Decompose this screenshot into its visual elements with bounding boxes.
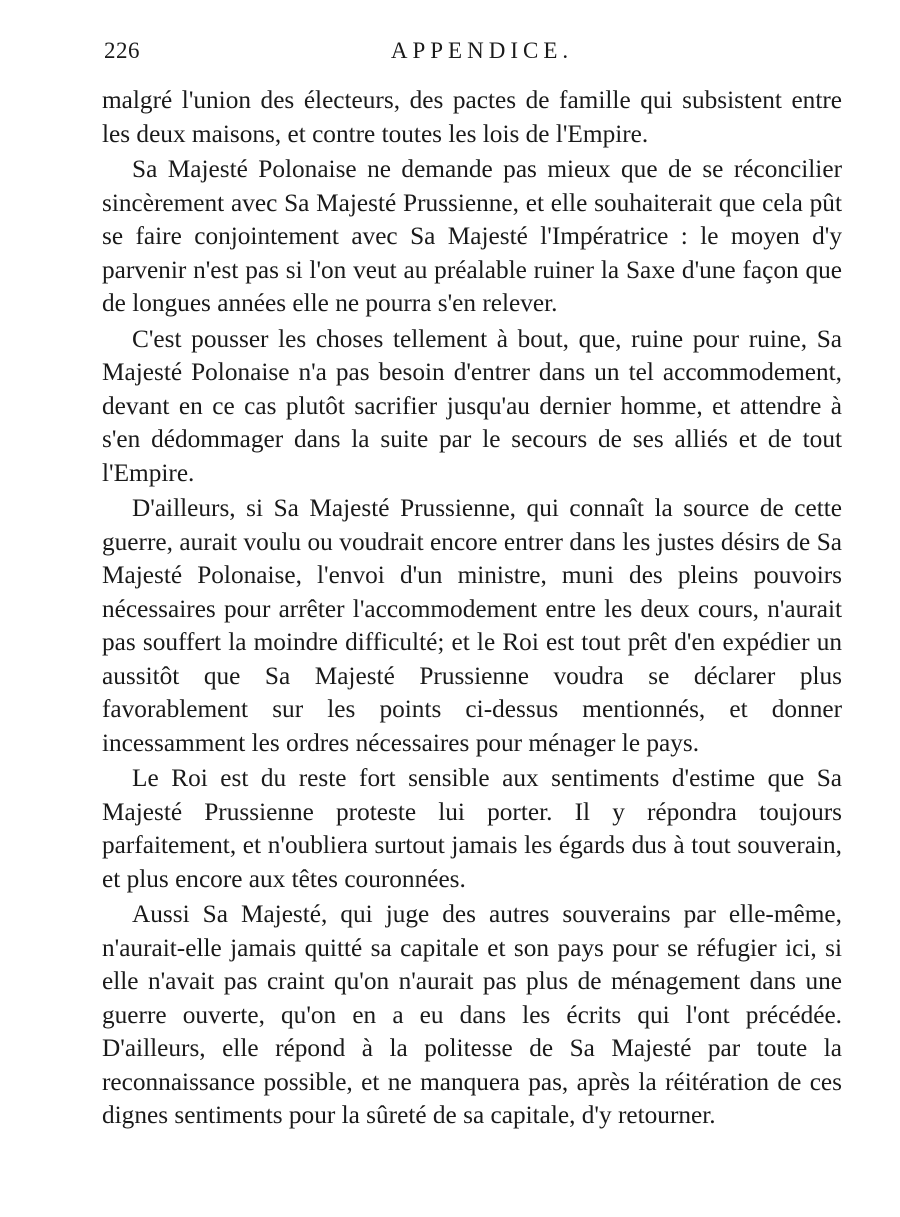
paragraph: D'ailleurs, si Sa Majesté Prussienne, qui connaît la source de cette guerre, aurait voulu ou voudrait encore entrer dans les justes désirs de Sa Majesté Polonaise, l'envoi d'un ministre, muni des pleins pouvoirs nécessaires pour arrêter l'accommodement entre les deux cours, n'aurait pas souffert la moindre difficulté; et le Roi est tout prêt d'en expédier un aussitôt que Sa Majesté Prussienne voudra se déclarer plus favorablement sur les points ci-dessus mentionnés, et donner incessamment les ordres nécessaires pour ménager le pays. xyxy=(102,494,842,757)
running-head xyxy=(102,30,842,74)
book-page xyxy=(102,30,842,1133)
paragraph: Le Roi est du reste fort sensible aux sentiments d'estime que Sa Majesté Prussienne proteste lui porter. Il y répondra toujours parfaitement, et n'oubliera surtout jamais les égards dus à tout souverain, et plus encore aux têtes couronnées. xyxy=(102,764,842,893)
running-title: APPENDICE. xyxy=(390,38,574,63)
page-number: 226 xyxy=(104,38,140,63)
body-text xyxy=(102,84,842,1133)
paragraph-continued: malgré l'union des électeurs, des pactes de famille qui subsistent entre les deux maisons, et contre toutes les lois de l'Empire. xyxy=(102,86,842,148)
paragraph: Sa Majesté Polonaise ne demande pas mieux que de se réconcilier sincèrement avec Sa Majesté Prussienne, et elle souhaiterait que cela pût se faire conjointement avec Sa Majesté l'Impératrice : le moyen d'y parvenir n'est pas si l'on veut au préalable ruiner la Saxe d'une façon que de longues années elle ne pourra s'en relever. xyxy=(102,155,842,317)
paragraph: Aussi Sa Majesté, qui juge des autres souverains par elle-même, n'aurait-elle jamais quitté sa capitale et son pays pour se réfugier ici, si elle n'avait pas craint qu'on n'aurait pas plus de ménagement dans une guerre ouverte, qu'on en a eu dans les écrits qui l'ont précédée. D'ailleurs, elle répond à la politesse de Sa Majesté par toute la reconnaissance possible, et ne manquera pas, après la réitération de ces dignes sentiments pour la sûreté de sa capitale, d'y retourner. xyxy=(102,900,842,1129)
paragraph: C'est pousser les choses tellement à bout, que, ruine pour ruine, Sa Majesté Polonaise n'a pas besoin d'entrer dans un tel accommodement, devant en ce cas plutôt sacrifier jusqu'au dernier homme, et attendre à s'en dédommager dans la suite par le secours de ses alliés et de tout l'Empire. xyxy=(102,324,842,487)
